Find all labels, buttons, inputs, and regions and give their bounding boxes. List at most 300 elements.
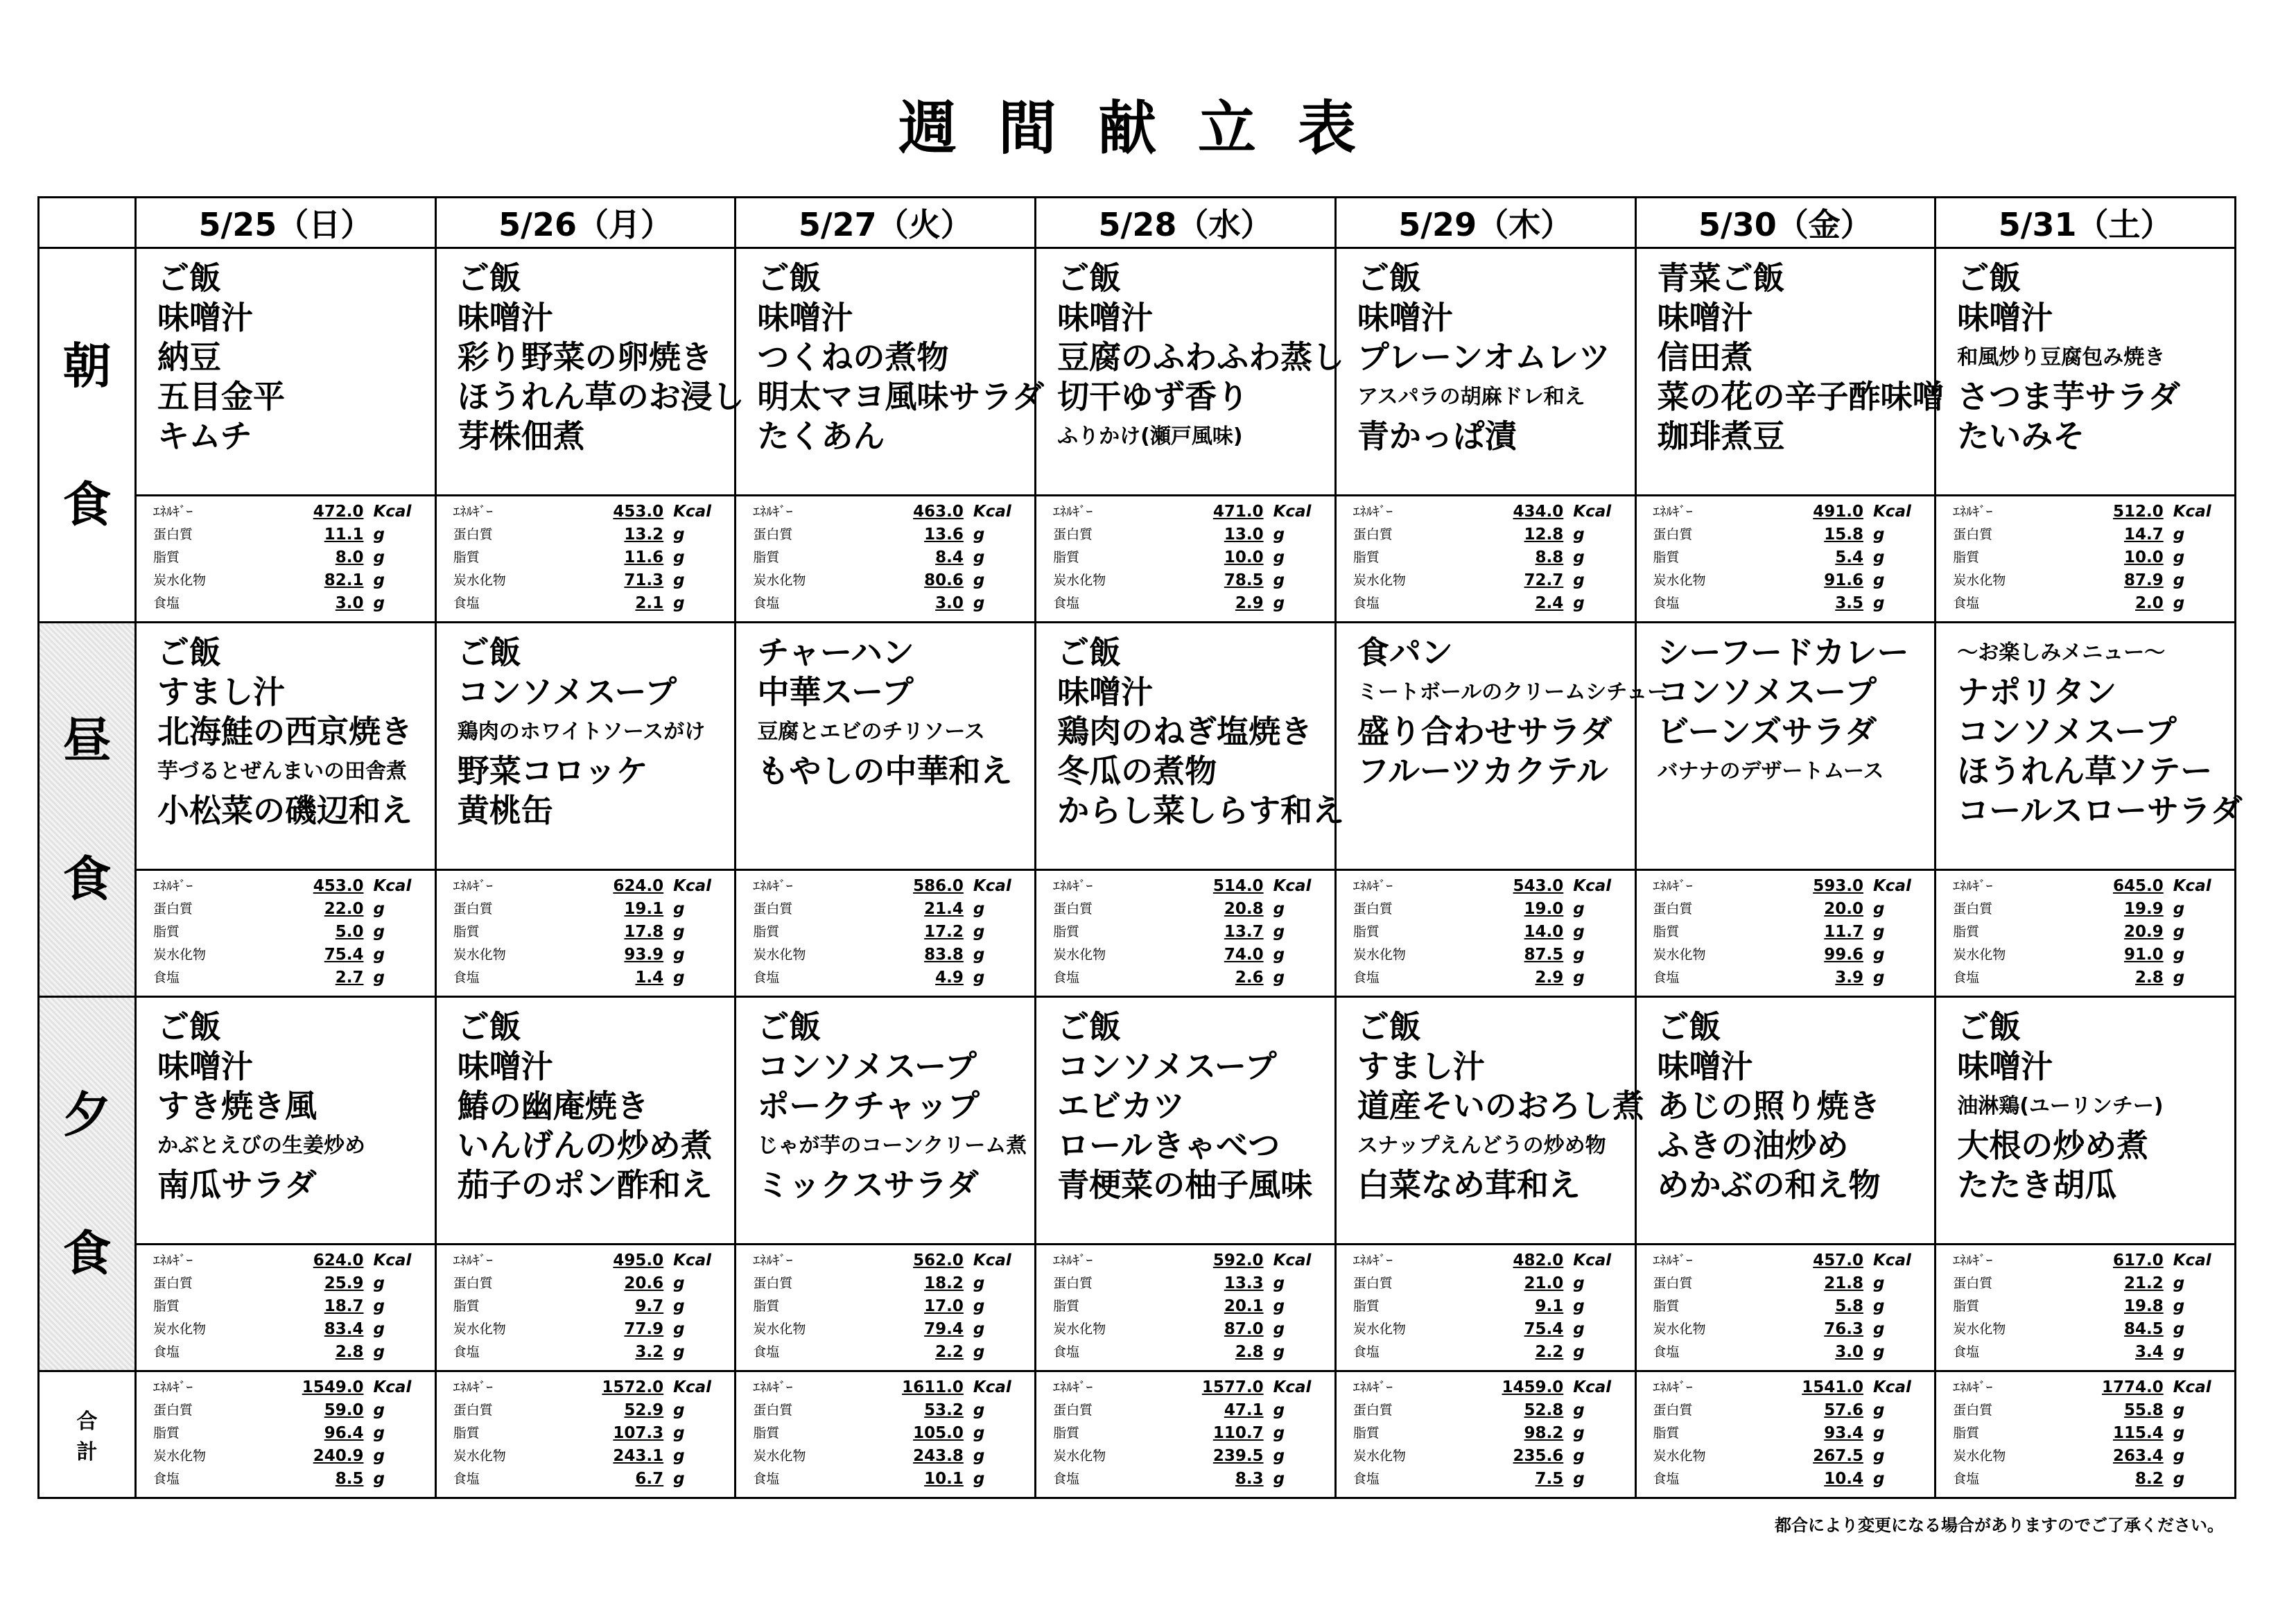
menu-cell (1036, 623, 1345, 870)
menu-cell (1635, 997, 1936, 1245)
nutrient-label: 食塩 (1353, 970, 1380, 985)
nutrition-cell (1036, 1245, 1336, 1371)
nutrition-row (153, 944, 417, 966)
nutrient-label: 炭水化物 (153, 947, 207, 962)
menu-item: 味噌汁 (1057, 299, 1154, 336)
nutrient-value: 98.2 (1524, 1424, 1564, 1442)
menu-item: コンソメスープ (457, 673, 677, 711)
nutrition-row (1653, 1272, 1917, 1295)
nutrition-row (1653, 898, 1917, 921)
nutrient-value: 14.7 (2123, 526, 2164, 544)
nutrition-row (1053, 1341, 1316, 1364)
nutrient-label: 食塩 (153, 1471, 180, 1486)
nutrient-unit: Kcal (1573, 1251, 1612, 1269)
nutrition-row (453, 1341, 717, 1364)
nutrition-row (1953, 1272, 2216, 1295)
nutrition-row (1053, 1295, 1316, 1318)
total-label-char: 合 (76, 1410, 98, 1434)
nutrient-label: 炭水化物 (1053, 947, 1106, 962)
nutrient-label: ｴﾈﾙｷﾞｰ (1053, 1253, 1093, 1268)
nutrient-value: 55.8 (2123, 1401, 2164, 1419)
nutrient-unit: Kcal (1872, 503, 1911, 521)
nutrient-value: 592.0 (1212, 1251, 1264, 1269)
menu-item: 小松菜の磯辺和え (157, 792, 412, 829)
nutrient-value: 76.3 (1824, 1320, 1863, 1338)
nutrient-unit: Kcal (673, 1251, 712, 1269)
nutrient-unit: Kcal (2173, 1251, 2211, 1269)
nutrient-unit: g (373, 1470, 385, 1488)
nutrition-row (453, 1445, 717, 1468)
nutrient-value: 96.4 (324, 1424, 364, 1442)
nutrient-unit: g (673, 1274, 685, 1292)
nutrition-row (1953, 592, 2216, 615)
menu-item: スナップえんどうの炒め物 (1357, 1134, 1606, 1158)
nutrient-label: 蛋白質 (1353, 901, 1393, 917)
nutrient-label: 蛋白質 (1953, 527, 1993, 542)
nutrition-cell (736, 1371, 1036, 1498)
nutrient-value: 20.6 (624, 1274, 664, 1292)
nutrient-value: 78.5 (1224, 571, 1264, 589)
nutrient-label: 蛋白質 (1353, 1276, 1393, 1291)
nutrition-row (1353, 592, 1617, 615)
nutrient-unit: g (1273, 1470, 1285, 1488)
nutrient-unit: g (373, 571, 385, 589)
menu-cell (736, 623, 1036, 870)
nutrition-row (153, 501, 417, 523)
menu-item: 彩り野菜の卵焼き (457, 338, 713, 376)
nutrient-unit: g (373, 1424, 385, 1442)
nutrient-value: 15.8 (1824, 526, 1863, 544)
nutrient-unit: Kcal (1872, 1251, 1911, 1269)
nutrient-value: 1549.0 (302, 1378, 364, 1396)
nutrient-value: 2.4 (1535, 594, 1564, 612)
nutrient-value: 10.4 (1824, 1470, 1863, 1488)
menu-cell (1936, 623, 2243, 870)
menu-item: 信田煮 (1657, 338, 1753, 376)
nutrient-value: 20.0 (1824, 900, 1863, 918)
nutrition-cell (1335, 1371, 1635, 1498)
nutrient-label: 食塩 (753, 1344, 780, 1360)
nutrient-unit: g (973, 571, 985, 589)
nutrition-row (753, 1422, 1016, 1445)
nutrient-label: 食塩 (1953, 1344, 1980, 1360)
menu-cell (1936, 997, 2236, 1245)
menu-item: シーフードカレー (1657, 634, 1909, 671)
nutrition-row (753, 569, 1016, 592)
nutrition-row (1953, 921, 2216, 944)
nutrient-unit: Kcal (1573, 877, 1612, 895)
nutrient-label: 蛋白質 (1953, 1276, 1993, 1291)
nutrition-cell (435, 496, 736, 623)
nutrient-unit: g (1573, 946, 1585, 964)
nutrient-label: ｴﾈﾙｷﾞｰ (1653, 1253, 1693, 1268)
nutrient-value: 472.0 (313, 503, 364, 521)
footer-note: 都合により変更になる場合がありますのでご了承ください。 (1775, 1516, 2224, 1535)
nutrient-label: 食塩 (1353, 596, 1380, 611)
nutrient-label: ｴﾈﾙｷﾞｰ (1953, 1380, 1993, 1395)
menu-item: もやしの中華和え (757, 752, 1013, 790)
nutrient-unit: g (373, 969, 385, 987)
nutrient-value: 3.0 (935, 594, 964, 612)
nutrient-value: 19.0 (1524, 900, 1564, 918)
nutrient-label: 蛋白質 (153, 1403, 193, 1418)
nutrient-unit: g (1872, 969, 1885, 987)
nutrient-value: 1611.0 (902, 1378, 964, 1396)
nutrition-row (753, 546, 1016, 569)
nutrient-label: 脂質 (1053, 1299, 1080, 1314)
nutrient-label: 炭水化物 (153, 573, 207, 588)
menu-cell (136, 623, 436, 870)
nutrient-label: 炭水化物 (753, 573, 806, 588)
menu-item: ミートボールのクリームシチュー (1357, 680, 1669, 704)
nutrient-value: 4.9 (935, 969, 964, 987)
nutrient-value: 543.0 (1513, 877, 1564, 895)
nutrient-value: 107.3 (613, 1424, 664, 1442)
menu-item: 味噌汁 (1957, 299, 2053, 336)
nutrient-label: ｴﾈﾙｷﾞｰ (153, 1380, 193, 1395)
nutrient-value: 115.4 (2112, 1424, 2164, 1442)
nutrient-value: 13.6 (924, 526, 964, 544)
nutrient-label: 脂質 (1653, 550, 1680, 565)
nutrient-unit: g (2173, 969, 2185, 987)
nutrient-unit: g (973, 1297, 985, 1315)
nutrition-row (153, 1341, 417, 1364)
nutrient-label: ｴﾈﾙｷﾞｰ (753, 878, 793, 894)
nutrient-unit: g (1273, 1343, 1285, 1361)
nutrition-row (1353, 898, 1617, 921)
nutrient-unit: g (1573, 1343, 1585, 1361)
nutrient-value: 17.0 (924, 1297, 964, 1315)
nutrient-label: 脂質 (153, 1425, 180, 1441)
nutrition-row (1053, 1399, 1316, 1422)
nutrition-row (453, 501, 717, 523)
nutrient-unit: g (1872, 571, 1885, 589)
menu-item: 味噌汁 (1657, 1048, 1753, 1085)
nutrient-label: ｴﾈﾙｷﾞｰ (1953, 504, 1993, 519)
menu-item: ～お楽しみメニュー～ (1957, 641, 2166, 665)
nutrition-row (1953, 944, 2216, 966)
nutrient-unit: g (1872, 900, 1885, 918)
nutrient-value: 1541.0 (1802, 1378, 1863, 1396)
nutrient-label: ｴﾈﾙｷﾞｰ (1053, 878, 1093, 894)
nutrient-value: 82.1 (324, 571, 364, 589)
nutrient-unit: g (1573, 900, 1585, 918)
nutrient-label: 炭水化物 (1653, 1448, 1706, 1464)
nutrient-label: 蛋白質 (153, 1276, 193, 1291)
nutrient-label: 蛋白質 (753, 901, 793, 917)
nutrient-value: 80.6 (924, 571, 964, 589)
nutrient-label: ｴﾈﾙｷﾞｰ (1953, 878, 1993, 894)
menu-item: プレーンオムレツ (1357, 338, 1611, 376)
nutrition-row (1353, 1272, 1617, 1295)
nutrient-value: 1577.0 (1201, 1378, 1264, 1396)
nutrient-unit: g (973, 1447, 985, 1465)
nutrient-label: 脂質 (1353, 924, 1380, 939)
nutrition-row (153, 875, 417, 898)
nutrition-row (753, 966, 1016, 989)
nutrient-label: 脂質 (153, 924, 180, 939)
nutrition-row (1653, 546, 1917, 569)
nutrient-value: 11.6 (624, 548, 664, 566)
nutrient-unit: g (673, 1297, 685, 1315)
nutrition-row (1653, 1399, 1917, 1422)
nutrient-label: 食塩 (753, 596, 780, 611)
nutrient-unit: g (1872, 1343, 1885, 1361)
nutrient-value: 72.7 (1524, 571, 1564, 589)
nutrient-label: 炭水化物 (453, 573, 506, 588)
nutrient-label: ｴﾈﾙｷﾞｰ (453, 878, 493, 894)
nutrient-unit: g (673, 1447, 685, 1465)
nutrient-unit: g (1872, 526, 1885, 544)
nutrient-unit: g (373, 923, 385, 941)
menu-item: 白菜なめ茸和え (1357, 1166, 1581, 1204)
nutrient-label: 食塩 (453, 970, 480, 985)
nutrient-value: 11.1 (324, 526, 364, 544)
nutrient-unit: g (373, 1320, 385, 1338)
nutrition-cell (1036, 496, 1336, 623)
nutrition-row (1053, 898, 1316, 921)
nutrient-value: 57.6 (1824, 1401, 1863, 1419)
nutrient-value: 19.8 (2123, 1297, 2164, 1315)
nutrient-value: 20.9 (2123, 923, 2164, 941)
nutrient-value: 13.2 (624, 526, 664, 544)
menu-item: ご飯 (1357, 1008, 1421, 1046)
nutrition-row (1053, 523, 1316, 546)
nutrient-value: 17.8 (624, 923, 664, 941)
nutrient-label: 食塩 (153, 1344, 180, 1360)
nutrition-row (753, 592, 1016, 615)
menu-item: コンソメスープ (1657, 673, 1877, 711)
menu-item: 芽株佃煮 (457, 417, 585, 455)
nutrition-row (453, 1295, 717, 1318)
date-header: 5/28（水） (1036, 198, 1336, 248)
nutrition-row (1353, 1376, 1617, 1399)
menu-item: コンソメスープ (1057, 1048, 1277, 1085)
nutrient-value: 1774.0 (2101, 1378, 2164, 1396)
nutrition-row (1953, 1249, 2216, 1272)
nutrition-row (153, 1399, 417, 1422)
menu-item: ご飯 (157, 259, 221, 297)
nutrition-row (753, 1295, 1016, 1318)
nutrient-unit: g (673, 969, 685, 987)
nutrition-row (1653, 1249, 1917, 1272)
nutrient-value: 21.2 (2123, 1274, 2164, 1292)
nutrient-unit: Kcal (373, 1378, 412, 1396)
menu-item: さつま芋サラダ (1957, 378, 2180, 415)
menu-item: ミックスサラダ (757, 1166, 979, 1204)
nutrient-unit: g (2173, 548, 2185, 566)
menu-item: 味噌汁 (157, 299, 253, 336)
nutrient-unit: g (373, 526, 385, 544)
nutrient-unit: g (673, 1343, 685, 1361)
nutrient-unit: g (673, 594, 685, 612)
nutrient-value: 12.8 (1524, 526, 1564, 544)
nutrient-value: 240.9 (313, 1447, 364, 1465)
nutrient-label: ｴﾈﾙｷﾞｰ (1353, 504, 1393, 519)
nutrient-value: 457.0 (1813, 1251, 1863, 1269)
menu-cell (435, 248, 745, 496)
nutrient-label: 炭水化物 (1953, 947, 2006, 962)
nutrient-value: 2.9 (1535, 969, 1564, 987)
menu-item: 野菜コロッケ (457, 752, 648, 790)
menu-item: チャーハン (757, 634, 914, 671)
nutrition-cell (1036, 870, 1336, 997)
nutrient-value: 52.9 (624, 1401, 664, 1419)
nutrient-label: ｴﾈﾙｷﾞｰ (1353, 878, 1393, 894)
nutrient-value: 1572.0 (602, 1378, 664, 1396)
nutrition-row (1953, 1341, 2216, 1364)
nutrition-row (1653, 592, 1917, 615)
nutrition-row (453, 569, 717, 592)
nutrient-unit: g (673, 946, 685, 964)
nutrient-label: 脂質 (1353, 1425, 1380, 1441)
nutrient-label: 蛋白質 (1053, 1403, 1093, 1418)
nutrition-row (1953, 1295, 2216, 1318)
nutrient-label: 脂質 (753, 924, 780, 939)
nutrient-value: 17.2 (924, 923, 964, 941)
menu-item: 味噌汁 (1657, 299, 1753, 336)
nutrient-label: ｴﾈﾙｷﾞｰ (1353, 1253, 1393, 1268)
nutrition-row (1353, 1468, 1617, 1491)
nutrient-unit: g (973, 969, 985, 987)
nutrient-value: 9.1 (1535, 1297, 1564, 1315)
menu-item: ご飯 (1957, 259, 2021, 297)
nutrient-unit: g (1872, 946, 1885, 964)
nutrition-row (1953, 898, 2216, 921)
nutrient-label: 食塩 (1953, 596, 1980, 611)
nutrient-value: 59.0 (324, 1401, 364, 1419)
nutrient-unit: g (1273, 1447, 1285, 1465)
nutrient-value: 235.6 (1513, 1447, 1564, 1465)
menu-item: 菜の花の辛子酢味噌 (1657, 378, 1945, 415)
nutrition-row (1053, 1318, 1316, 1341)
menu-cell (736, 997, 1036, 1245)
nutrient-unit: g (973, 900, 985, 918)
nutrient-value: 13.3 (1224, 1274, 1264, 1292)
nutrition-row (1653, 1468, 1917, 1491)
nutrient-value: 21.0 (1524, 1274, 1564, 1292)
nutrient-label: 脂質 (753, 1299, 780, 1314)
nutrient-label: 蛋白質 (1053, 1276, 1093, 1291)
nutrient-unit: g (373, 1401, 385, 1419)
nutrient-unit: g (1573, 1447, 1585, 1465)
nutrient-unit: g (673, 1470, 685, 1488)
menu-item: ご飯 (457, 1008, 521, 1046)
nutrition-row (153, 1422, 417, 1445)
nutrient-label: 蛋白質 (1953, 1403, 1993, 1418)
menu-item: 食パン (1357, 634, 1453, 671)
nutrient-unit: g (1872, 1401, 1885, 1419)
nutrition-row (1953, 1399, 2216, 1422)
menu-item: いんげんの炒め煮 (457, 1127, 713, 1164)
nutrient-value: 21.8 (1824, 1274, 1863, 1292)
nutrient-label: 蛋白質 (453, 527, 493, 542)
menu-item: 鰆の幽庵焼き (457, 1087, 649, 1125)
nutrient-unit: Kcal (673, 877, 712, 895)
nutrient-unit: g (673, 571, 685, 589)
nutrient-value: 11.7 (1824, 923, 1863, 941)
menu-cell (1335, 248, 1635, 496)
menu-item: かぶとえびの生姜炒め (157, 1134, 365, 1158)
nutrient-value: 8.5 (335, 1470, 364, 1488)
menu-item: 芋づるとぜんまいの田舎煮 (157, 759, 407, 783)
nutrient-label: 食塩 (153, 970, 180, 985)
nutrient-unit: g (673, 526, 685, 544)
nutrition-cell (736, 870, 1036, 997)
menu-item: バナナのデザートムース (1657, 759, 1884, 783)
nutrition-row (1053, 1376, 1316, 1399)
nutrition-row (1353, 921, 1617, 944)
nutrient-unit: g (373, 900, 385, 918)
nutrient-value: 7.5 (1535, 1470, 1564, 1488)
total-label (39, 1371, 136, 1498)
nutrient-unit: g (973, 1320, 985, 1338)
nutrition-row (153, 921, 417, 944)
nutrition-row (1053, 875, 1316, 898)
nutrient-label: 脂質 (453, 1425, 480, 1441)
menu-item: 味噌汁 (157, 1048, 253, 1085)
menu-item: ふりかけ(瀬戸風味) (1057, 424, 1243, 449)
nutrient-value: 21.4 (924, 900, 964, 918)
menu-item: ご飯 (757, 259, 821, 297)
nutrient-value: 79.4 (924, 1320, 964, 1338)
nutrient-label: 蛋白質 (1653, 527, 1693, 542)
nutrient-unit: g (973, 923, 985, 941)
nutrient-value: 453.0 (313, 877, 364, 895)
corner-cell (39, 198, 136, 248)
nutrient-label: 脂質 (153, 1299, 180, 1314)
nutrient-label: 脂質 (1053, 924, 1080, 939)
nutrient-value: 2.2 (1535, 1343, 1564, 1361)
nutrient-unit: g (673, 923, 685, 941)
nutrient-value: 617.0 (2112, 1251, 2164, 1269)
nutrient-unit: g (2173, 1274, 2185, 1292)
menu-item: 味噌汁 (757, 299, 853, 336)
nutrient-value: 8.8 (1535, 548, 1564, 566)
nutrition-row (1653, 1341, 1917, 1364)
nutrient-unit: g (1872, 594, 1885, 612)
nutrient-value: 263.4 (2112, 1447, 2164, 1465)
menu-item: 味噌汁 (1057, 673, 1154, 711)
meal-label-char: 食 (62, 1224, 112, 1282)
nutrient-value: 87.5 (1524, 946, 1564, 964)
nutrient-unit: Kcal (2173, 877, 2211, 895)
nutrition-cell (1635, 1245, 1936, 1371)
nutrition-cell (435, 1371, 736, 1498)
nutrition-row (1653, 569, 1917, 592)
nutrient-label: 蛋白質 (753, 1276, 793, 1291)
nutrient-label: ｴﾈﾙｷﾞｰ (1353, 1380, 1393, 1395)
nutrient-value: 91.6 (1824, 571, 1863, 589)
nutrition-row (1953, 1376, 2216, 1399)
nutrient-value: 3.5 (1835, 594, 1863, 612)
menu-item: 中華スープ (757, 673, 914, 711)
nutrient-unit: g (1273, 946, 1285, 964)
menu-item: ビーンズサラダ (1657, 713, 1877, 750)
nutrient-value: 2.9 (1235, 594, 1264, 612)
nutrient-label: 炭水化物 (1953, 1321, 2006, 1337)
nutrient-value: 75.4 (1524, 1320, 1564, 1338)
nutrient-value: 624.0 (313, 1251, 364, 1269)
nutrient-label: 脂質 (753, 550, 780, 565)
nutrient-value: 19.1 (624, 900, 664, 918)
menu-item: 青かっぱ漬 (1357, 417, 1517, 455)
nutrition-row (153, 1249, 417, 1272)
nutrition-row (1953, 501, 2216, 523)
nutrient-unit: g (973, 526, 985, 544)
nutrient-unit: g (373, 594, 385, 612)
nutrient-label: 脂質 (453, 1299, 480, 1314)
